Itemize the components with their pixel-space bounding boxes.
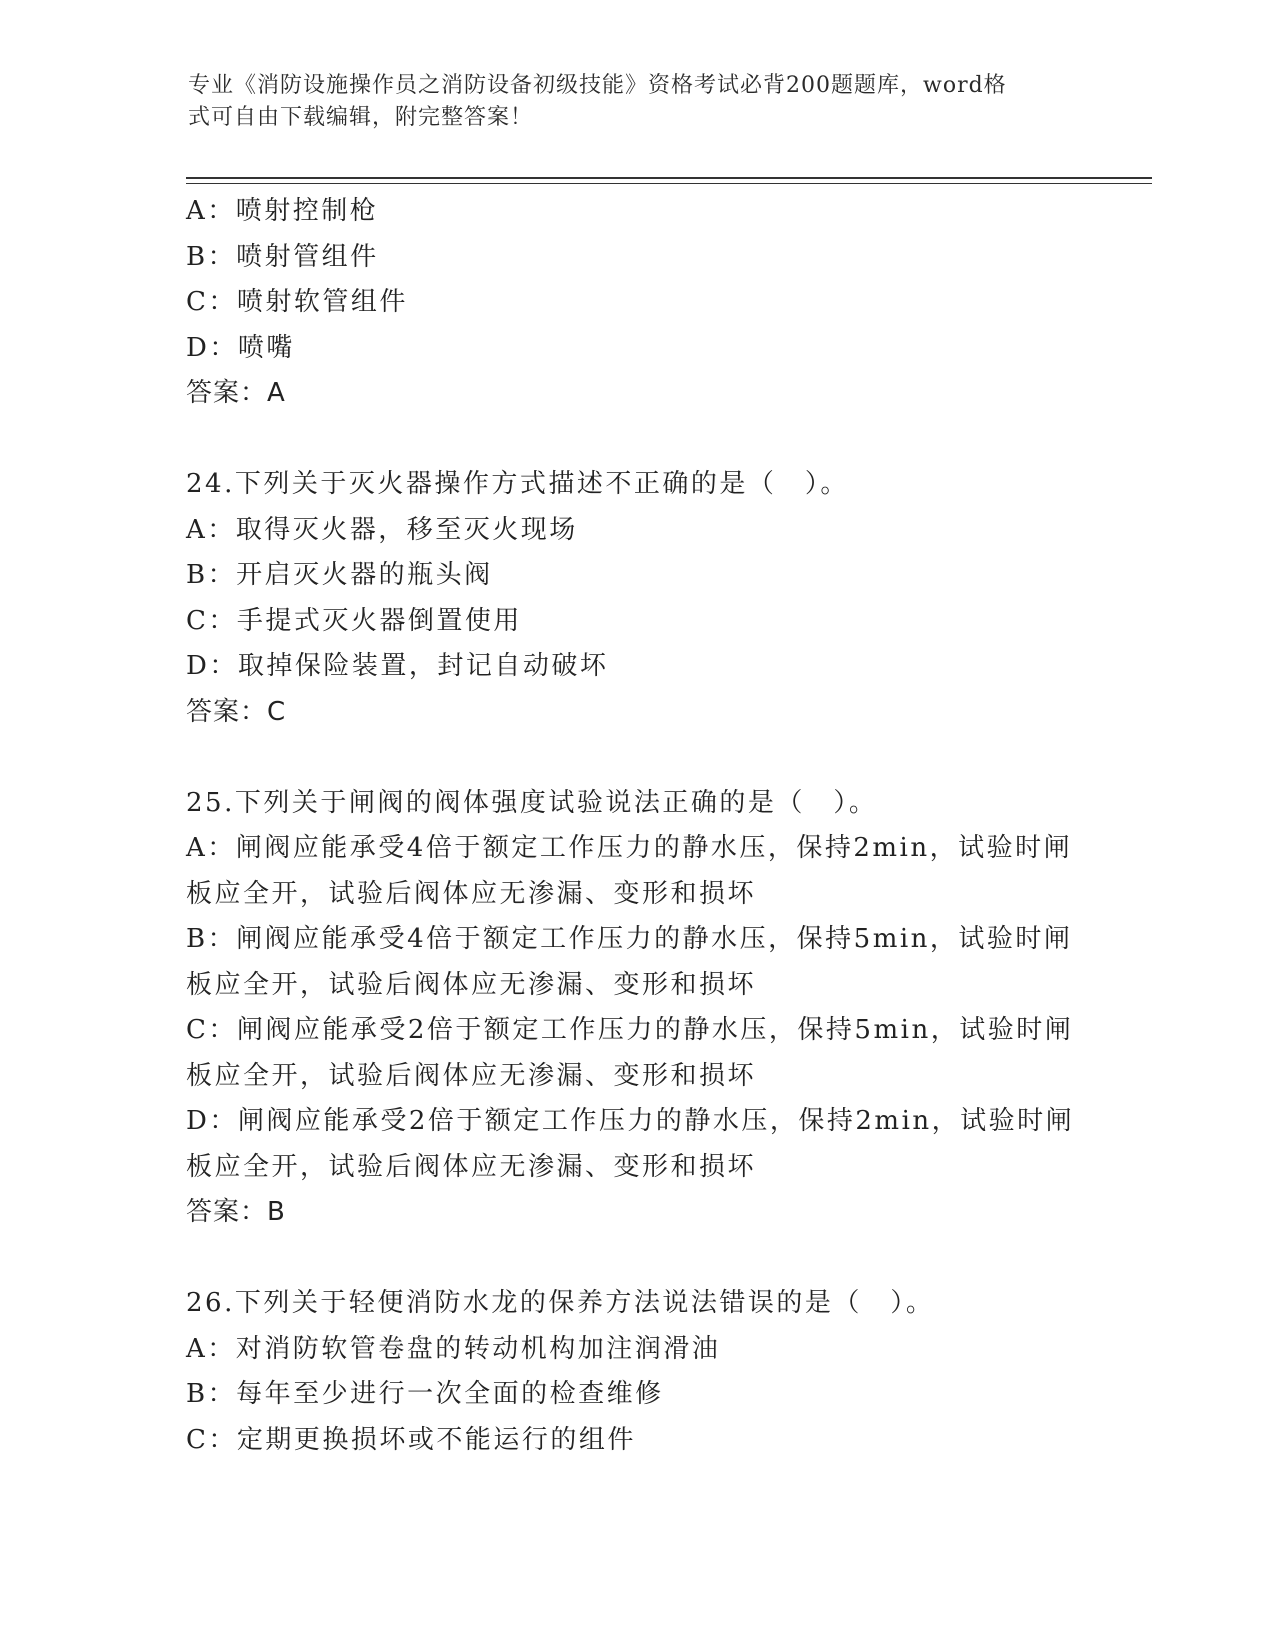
question-stem: 25.下列关于闸阀的阀体强度试验说法正确的是（ ）。 (186, 787, 878, 818)
option-b: B：闸阀应能承受4倍于额定工作压力的静水压，保持5min，试验时闸 (186, 924, 1073, 954)
option-d-continued: 板应全开，试验后阀体应无渗漏、变形和损坏 (186, 1151, 757, 1182)
question-stem: 24.下列关于灭火器操作方式描述不正确的是（ ）。 (186, 469, 849, 499)
option-b: B：每年至少进行一次全面的检查维修 (186, 1379, 664, 1409)
spacer (186, 417, 1086, 463)
answer-line: 答案：A (186, 378, 286, 408)
option-c: C：手提式灭火器倒置使用 (186, 605, 522, 636)
header-divider-thick (186, 177, 1152, 179)
option-d: D：闸阀应能承受2倍于额定工作压力的静水压，保持2min，试验时闸 (186, 1106, 1075, 1136)
option-c: C：闸阀应能承受2倍于额定工作压力的静水压，保持5min，试验时闸 (186, 1015, 1074, 1045)
option-c: C：定期更换损坏或不能运行的组件 (186, 1424, 636, 1455)
option-a-continued: 板应全开，试验后阀体应无渗漏、变形和损坏 (186, 878, 757, 909)
header-line-1: 专业《消防设施操作员之消防设备初级技能》资格考试必背200题题库，word格 (188, 73, 1007, 98)
option-b: B：开启灭火器的瓶头阀 (186, 560, 493, 590)
option-a: A：闸阀应能承受4倍于额定工作压力的静水压，保持2min，试验时闸 (186, 833, 1073, 863)
header-line-2: 式可自由下载编辑，附完整答案！ (188, 105, 534, 130)
option-b: B：喷射管组件 (186, 241, 379, 272)
spacer (186, 1236, 1086, 1282)
question-24-block (186, 462, 1086, 735)
question-23-block (186, 189, 1086, 417)
spacer (186, 735, 1086, 781)
option-c-continued: 板应全开，试验后阀体应无渗漏、变形和损坏 (186, 1060, 757, 1091)
header-divider-thin (186, 183, 1152, 184)
answer-line: 答案：C (186, 696, 287, 727)
option-b-continued: 板应全开，试验后阀体应无渗漏、变形和损坏 (186, 969, 757, 1000)
option-d: D：喷嘴 (186, 332, 295, 363)
document-header (188, 70, 1068, 134)
document-body (186, 189, 1086, 1463)
option-a: A：对消防软管卷盘的转动机构加注润滑油 (186, 1333, 721, 1364)
option-a: A：喷射控制枪 (186, 196, 379, 226)
question-stem: 26.下列关于轻便消防水龙的保养方法说法错误的是（ ）。 (186, 1288, 935, 1318)
answer-line: 答案：B (186, 1197, 286, 1227)
option-c: C：喷射软管组件 (186, 287, 408, 317)
question-25-block (186, 781, 1086, 1236)
question-26-block (186, 1281, 1086, 1463)
option-d: D：取掉保险装置，封记自动破坏 (186, 651, 609, 681)
option-a: A：取得灭火器，移至灭火现场 (186, 514, 578, 545)
